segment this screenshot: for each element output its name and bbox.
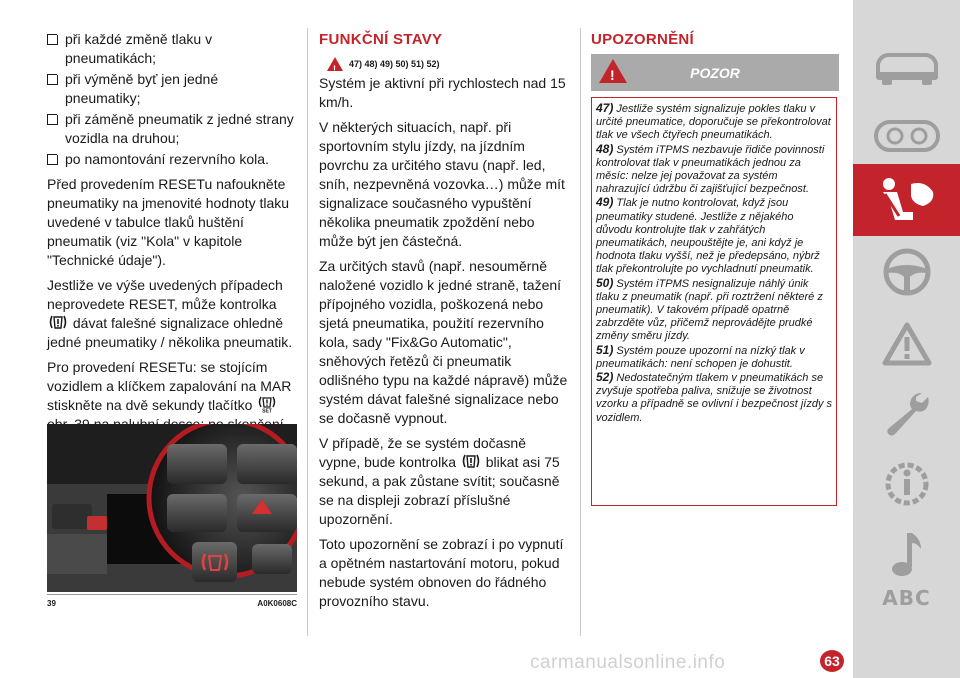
svg-text:SET: SET xyxy=(262,408,273,413)
paragraph: Za určitých stavů (např. nesouměrně naložené vozidlo k jedné straně, tažení přípojného vozidla, poškozená nebo sjetá pneumatika, použití rezervního kola, sady "Fix&Go Automatic", sněhových řetězů či pneumatik odlišného typu na každé nápravě) může systém dávat falešné signalizace nebo se dočasně vypnout. xyxy=(319,258,568,426)
abc-icon: ABC xyxy=(882,586,931,610)
section-heading: FUNKČNÍ STAVY xyxy=(319,31,443,48)
figure-code: A0K0608C xyxy=(257,599,297,608)
figure-number: 39 xyxy=(47,599,56,608)
checkbox-bullet-icon xyxy=(47,154,58,165)
dashboard-photo-figure xyxy=(47,424,297,592)
checkbox-bullet-icon xyxy=(47,114,58,125)
bullet-text: po namontování rezervního kola. xyxy=(65,151,269,167)
figure-rule xyxy=(47,594,297,595)
bullet-text: při každé změně tlaku v pneumatikách; xyxy=(65,31,213,66)
sidebar-item-steering[interactable] xyxy=(853,236,960,308)
figure-caption xyxy=(47,597,297,611)
dashboard-icon xyxy=(874,118,940,154)
text-span: blikat asi 75 sekund, a pak zůstane svítit; současně se na displeji zobrazí příslušné upozornění. xyxy=(319,454,560,527)
tpms-warning-icon xyxy=(462,453,480,470)
bullet-item xyxy=(47,150,297,169)
sidebar-item-car[interactable] xyxy=(853,30,960,102)
warning-number: 51) xyxy=(596,342,614,357)
column-3 xyxy=(591,30,839,506)
section-heading: UPOZORNĚNÍ xyxy=(591,31,695,48)
steering-wheel-icon xyxy=(882,247,932,297)
warning-number: 48) xyxy=(596,141,614,156)
pozor-label: POZOR xyxy=(690,65,740,81)
text-span: Pro provedení RESETu: se stojícím vozidlem a klíčkem zapalování na MAR stiskněte na dvě sekundy tlačítko xyxy=(47,359,292,413)
sidebar-item-technical[interactable] xyxy=(853,448,960,520)
bullet-text: při záměně pneumatik z jedné strany vozidla na druhou; xyxy=(65,111,294,146)
warning-number: 52) xyxy=(596,370,614,385)
paragraph: Toto upozornění se zobrazí i po vypnutí a opětném nastartování motoru, pokud nebude systém obnoven do řádného provozního stavu. xyxy=(319,536,564,609)
watermark-text: carmanualsonline.info xyxy=(530,652,726,673)
warning-item xyxy=(596,143,832,197)
wrench-icon xyxy=(882,389,932,439)
column-divider-2 xyxy=(580,28,581,636)
warning-refs xyxy=(327,54,571,70)
warning-item xyxy=(596,277,832,344)
column-1 xyxy=(47,30,297,478)
warning-item xyxy=(596,344,832,371)
warning-text: Systém pouze upozorní na nízký tlak v pneumatikách: není schopen je dohustit. xyxy=(596,344,805,370)
warning-triangle-icon xyxy=(882,321,932,367)
warning-item xyxy=(596,371,832,425)
chapter-sidebar xyxy=(853,0,960,678)
warning-text: Tlak je nutno kontrolovat, když jsou pneumatiky studené. Jestliže z nějakého důvodu kontrolujte tlak v zahřátých pneumatikách, neupouštějte je, ani když je hodnota tlaku vyšší, než je předepsáno, nýbrž tlak překontrolujte po vychladnutí pneumatik. xyxy=(596,197,820,276)
sidebar-item-maintenance[interactable] xyxy=(853,378,960,450)
column-divider-1 xyxy=(307,28,308,636)
paragraph: V některých situacích, např. při sportovním stylu jízdy, na jízdním povrchu za určitého stavu (např. led, sníh, nezpevněná vozovka…) může mít signalizace současného vypuštění několika pneumatik zpoždění nebo může být jen částečná. xyxy=(319,119,565,249)
page-number: 63 xyxy=(820,650,844,672)
warning-text: Nedostatečným tlakem v pneumatikách se zvyšuje spotřeba paliva, snižuje se životnost vzorku a případně se ovlivní i bezpečnost jízdy s vozidlem. xyxy=(596,372,833,424)
warning-triangle-icon xyxy=(327,57,343,71)
warning-text: Systém iTPMS nezbavuje řidiče povinnosti kontrolovat tlak v pneumatikách jednou za měsíc: nelze jej považovat za systém nahrazující údržbu či zajišťující bezpečnost. xyxy=(596,143,825,196)
column-2 xyxy=(319,30,571,617)
refs-text: 47) 48) 49) 50) 51) 52) xyxy=(349,58,440,69)
text-span: dávat falešné signalizace ohledně jedné pneumatiky / několika pneumatik. xyxy=(47,315,293,350)
text-span: V případě, že se systém dočasně vypne, bude kontrolka xyxy=(319,435,526,470)
warning-number: 49) xyxy=(596,195,614,210)
info-icon xyxy=(882,459,932,509)
warning-text: Systém iTPMS nesignalizuje náhlý únik tlaku z pneumatik (např. při roztržení některé z pneumatik). V takovém případě opatrně zabrzděte vůz, přičemž neprovádějte prudké změny směru jízdy. xyxy=(596,277,823,343)
bullet-item xyxy=(47,70,297,108)
paragraph-reset-warning xyxy=(47,276,297,352)
sidebar-item-dashboard[interactable] xyxy=(853,100,960,172)
bullet-item xyxy=(47,110,297,148)
warning-item xyxy=(596,196,832,276)
warning-item xyxy=(596,102,832,143)
pozor-box xyxy=(591,97,837,506)
pozor-header xyxy=(591,54,839,91)
sidebar-item-safety[interactable] xyxy=(853,164,960,236)
bullet-item xyxy=(47,30,297,68)
warning-number: 50) xyxy=(596,275,614,290)
warning-number: 47) xyxy=(596,101,614,115)
seatbelt-airbag-icon xyxy=(877,176,937,224)
checkbox-bullet-icon xyxy=(47,74,58,85)
tpms-warning-icon xyxy=(49,314,67,331)
checkbox-bullet-icon xyxy=(47,34,58,45)
bullet-text: při výměně byť jen jedné pneumatiky; xyxy=(65,71,219,106)
warning-text: Jestliže systém signalizuje pokles tlaku v určité pneumatice, doporučuje se překontrolovat tlak ve všech čtyřech pneumatikách. xyxy=(596,103,831,142)
tpms-set-button-icon xyxy=(258,396,276,413)
sidebar-item-emergency[interactable] xyxy=(853,308,960,380)
text-span: Jestliže ve výše uvedených případech neprovedete RESET, může kontrolka xyxy=(47,277,283,312)
paragraph-reset-before: Před provedením RESETu nafoukněte pneumatiky na jmenovité hodnoty tlaku uvedené v tabulce tlaků huštění pneumatik (viz "Kola" v kapitole "Technické údaje"). xyxy=(47,176,290,268)
car-icon xyxy=(872,46,942,86)
paragraph xyxy=(319,434,571,529)
paragraph: Systém je aktivní při rychlostech nad 15 km/h. xyxy=(319,75,566,110)
sidebar-item-index[interactable] xyxy=(853,562,960,634)
